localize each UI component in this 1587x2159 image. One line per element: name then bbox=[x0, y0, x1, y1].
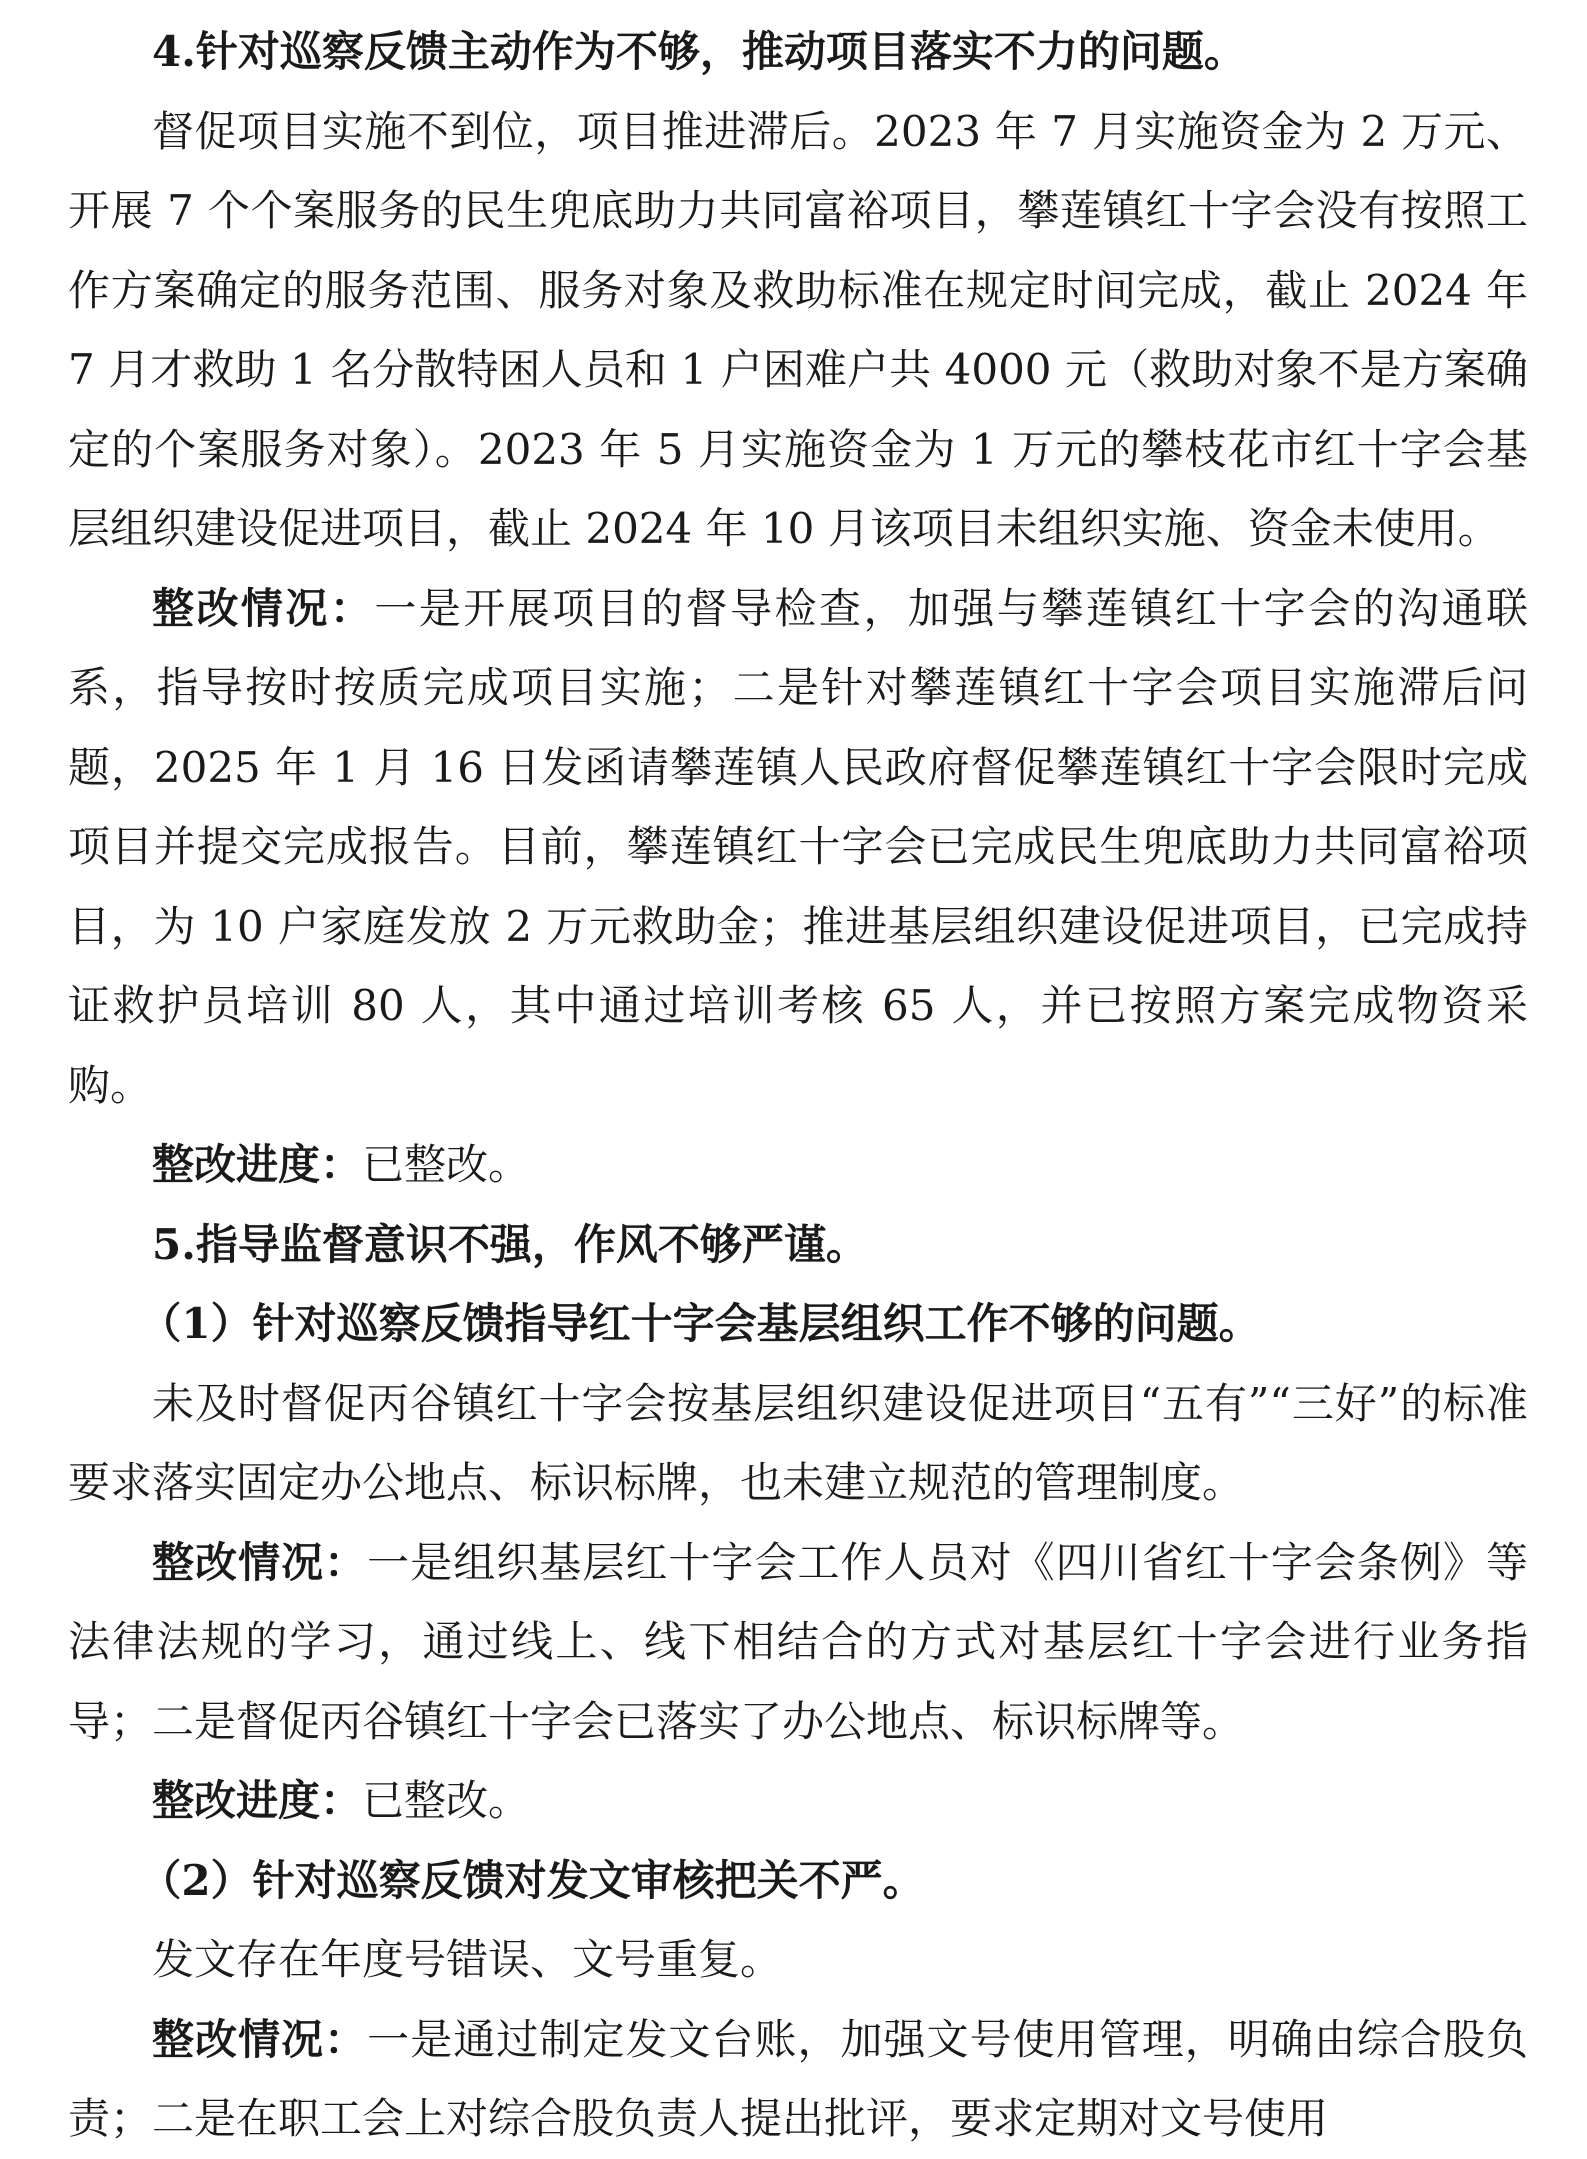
section-5-1-progress-paragraph bbox=[68, 1761, 1528, 1841]
section-4-rectify-paragraph bbox=[68, 569, 1528, 1126]
progress-text: 已整改。 bbox=[362, 1140, 531, 1189]
section-4-problem: 督促项目实施不到位，项目推进滞后。2023 年 7 月实施资金为 2 万元、开展 7 个个案服务的民生兜底助力共同富裕项目，攀莲镇红十字会没有按照工作方案确定的服务范围、服务对象及救助标准在规定时间完成，截止 2024 年 7 月才救助 1 名分散特困人员和 1 户困难户共 4000 元（救助对象不是方案确定的个案服务对象）。2023 年 5 月实施资金为 1 万元的攀枝花市红十字会基层组织建设促进项目，截止 2024 年 10 月该项目未组织实施、资金未使用。 bbox=[68, 106, 1528, 553]
progress-label: 整改进度： bbox=[152, 1776, 363, 1825]
rectify-text: 一是组织基层红十字会工作人员对《四川省红十字会条例》等法律法规的学习，通过线上、线下相结合的方式对基层红十字会进行业务指导；二是督促丙谷镇红十字会已落实了办公地点、标识标牌等。 bbox=[68, 1537, 1528, 1746]
section-5-2-heading: （2）针对巡察反馈对发文审核把关不严。 bbox=[139, 1855, 925, 1905]
section-5-2-problem: 发文存在年度号错误、文号重复。 bbox=[152, 1935, 783, 1984]
rectify-label: 整改情况： bbox=[152, 1537, 368, 1587]
section-4-progress-paragraph bbox=[68, 1125, 1528, 1205]
rectify-label: 整改情况： bbox=[152, 583, 375, 633]
section-5-1-heading: （1）针对巡察反馈指导红十字会基层组织工作不够的问题。 bbox=[139, 1299, 1261, 1348]
section-4-heading: 4.针对巡察反馈主动作为不够，推动项目落实不力的问题。 bbox=[152, 27, 1246, 76]
progress-label: 整改进度： bbox=[152, 1140, 363, 1189]
section-5-1-problem: 未及时督促丙谷镇红十字会按基层组织建设促进项目“五有”“三好”的标准要求落实固定办公地点、标识标牌，也未建立规范的管理制度。 bbox=[68, 1378, 1528, 1507]
section-5-1-rectify-paragraph bbox=[68, 1523, 1528, 1762]
document-page bbox=[68, 12, 1528, 2159]
progress-text: 已整改。 bbox=[362, 1776, 531, 1825]
section-5-heading: 5.指导监督意识不强，作风不够严谨。 bbox=[152, 1219, 868, 1269]
section-5-2-rectify-paragraph bbox=[68, 2000, 1528, 2159]
rectify-text: 一是通过制定发文台账，加强文号使用管理，明确由综合股负责；二是在职工会上对综合股负责人提出批评，要求定期对文号使用 bbox=[68, 2014, 1528, 2143]
rectify-text: 一是开展项目的督导检查，加强与攀莲镇红十字会的沟通联系，指导按时按质完成项目实施；二是针对攀莲镇红十字会项目实施滞后问题，2025 年 1 月 16 日发函请攀莲镇人民政府督促攀莲镇红十字会限时完成项目并提交完成报告。目前，攀莲镇红十字会已完成民生兜底助力共同富裕项目，为 10 户家庭发放 2 万元救助金；推进基层组织建设促进项目，已完成持证救护员培训 80 人，其中通过培训考核 65 人，并已按照方案完成物资采购。 bbox=[68, 583, 1528, 1110]
rectify-label: 整改情况： bbox=[152, 2014, 368, 2064]
